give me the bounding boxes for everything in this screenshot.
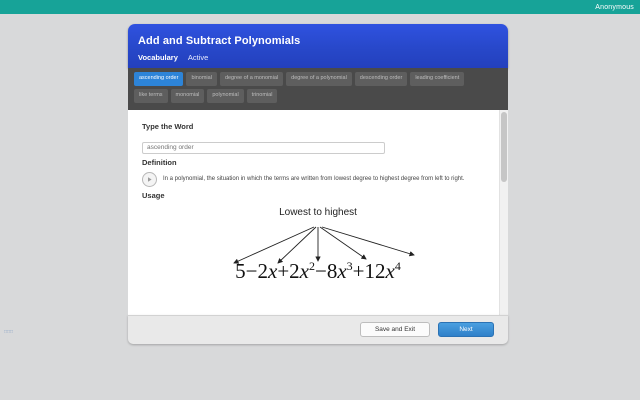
usage-heading: Usage xyxy=(142,191,165,200)
tab-leading-coefficient[interactable]: leading coefficient xyxy=(410,72,464,86)
tab-degree-of-a-monomial[interactable]: degree of a monomial xyxy=(220,72,283,86)
vocabulary-content-panel xyxy=(128,110,508,315)
content-scrollbar[interactable] xyxy=(499,110,508,315)
tab-degree-of-a-polynomial[interactable]: degree of a polynomial xyxy=(286,72,352,86)
expr-term3-coef: 2 xyxy=(289,259,300,283)
expr-term4-coef: 8 xyxy=(326,259,338,283)
speaker-play-icon[interactable] xyxy=(142,172,157,187)
tab-like-terms[interactable]: like terms xyxy=(134,89,168,103)
tab-row-2 xyxy=(132,89,504,103)
lesson-header xyxy=(128,24,508,68)
usage-figure xyxy=(142,205,494,295)
expr-term5-coef: 12 xyxy=(364,259,386,283)
expr-term4-exp: 3 xyxy=(346,259,353,273)
expr-term3-var: x xyxy=(299,259,309,283)
tab-row-1 xyxy=(132,72,504,86)
content-scrollbar-thumb[interactable] xyxy=(501,112,507,182)
corner-artifact: □□□ xyxy=(4,329,14,335)
tab-binomial[interactable]: binomial xyxy=(186,72,216,86)
expr-op3: − xyxy=(315,259,327,283)
vocabulary-tab-strip xyxy=(128,68,508,110)
expr-term5-exp: 4 xyxy=(394,259,401,273)
definition-heading: Definition xyxy=(142,158,177,167)
tab-polynomial[interactable]: polynomial xyxy=(207,89,243,103)
page-title: Add and Subtract Polynomials xyxy=(138,35,301,47)
lesson-subnav xyxy=(138,53,208,62)
expr-term3-exp: 2 xyxy=(309,259,315,273)
subnav-item-vocabulary[interactable]: Vocabulary xyxy=(138,53,178,62)
definition-text: In a polynomial, the situation in which the terms are written from lowest degree to highest degree from left to right. xyxy=(163,175,465,182)
definition-row xyxy=(142,172,494,187)
tab-monomial[interactable]: monomial xyxy=(171,89,205,103)
expr-term5-var: x xyxy=(385,259,395,283)
tab-trinomial[interactable]: trinomial xyxy=(247,89,278,103)
tab-descending-order[interactable]: descending order xyxy=(355,72,408,86)
expr-term4-var: x xyxy=(337,259,347,283)
top-bar xyxy=(0,0,640,14)
expr-term2-coef: 2 xyxy=(257,259,268,283)
footer-bar xyxy=(128,315,508,344)
expr-term1: 5 xyxy=(235,259,246,283)
expr-term2-var: x xyxy=(268,259,278,283)
next-button[interactable]: Next xyxy=(438,322,494,337)
usage-expression xyxy=(142,259,494,284)
subnav-item-active[interactable]: Active xyxy=(187,53,209,62)
expr-op1: − xyxy=(245,259,258,283)
expr-op2: + xyxy=(277,259,290,283)
type-the-word-heading: Type the Word xyxy=(142,122,194,131)
expr-op4: + xyxy=(352,259,365,283)
usage-caption: Lowest to highest xyxy=(279,207,357,218)
save-and-exit-button[interactable]: Save and Exit xyxy=(360,322,430,337)
tab-ascending-order[interactable]: ascending order xyxy=(134,72,183,86)
user-label[interactable]: Anonymous xyxy=(595,3,634,11)
word-input[interactable] xyxy=(142,142,385,154)
